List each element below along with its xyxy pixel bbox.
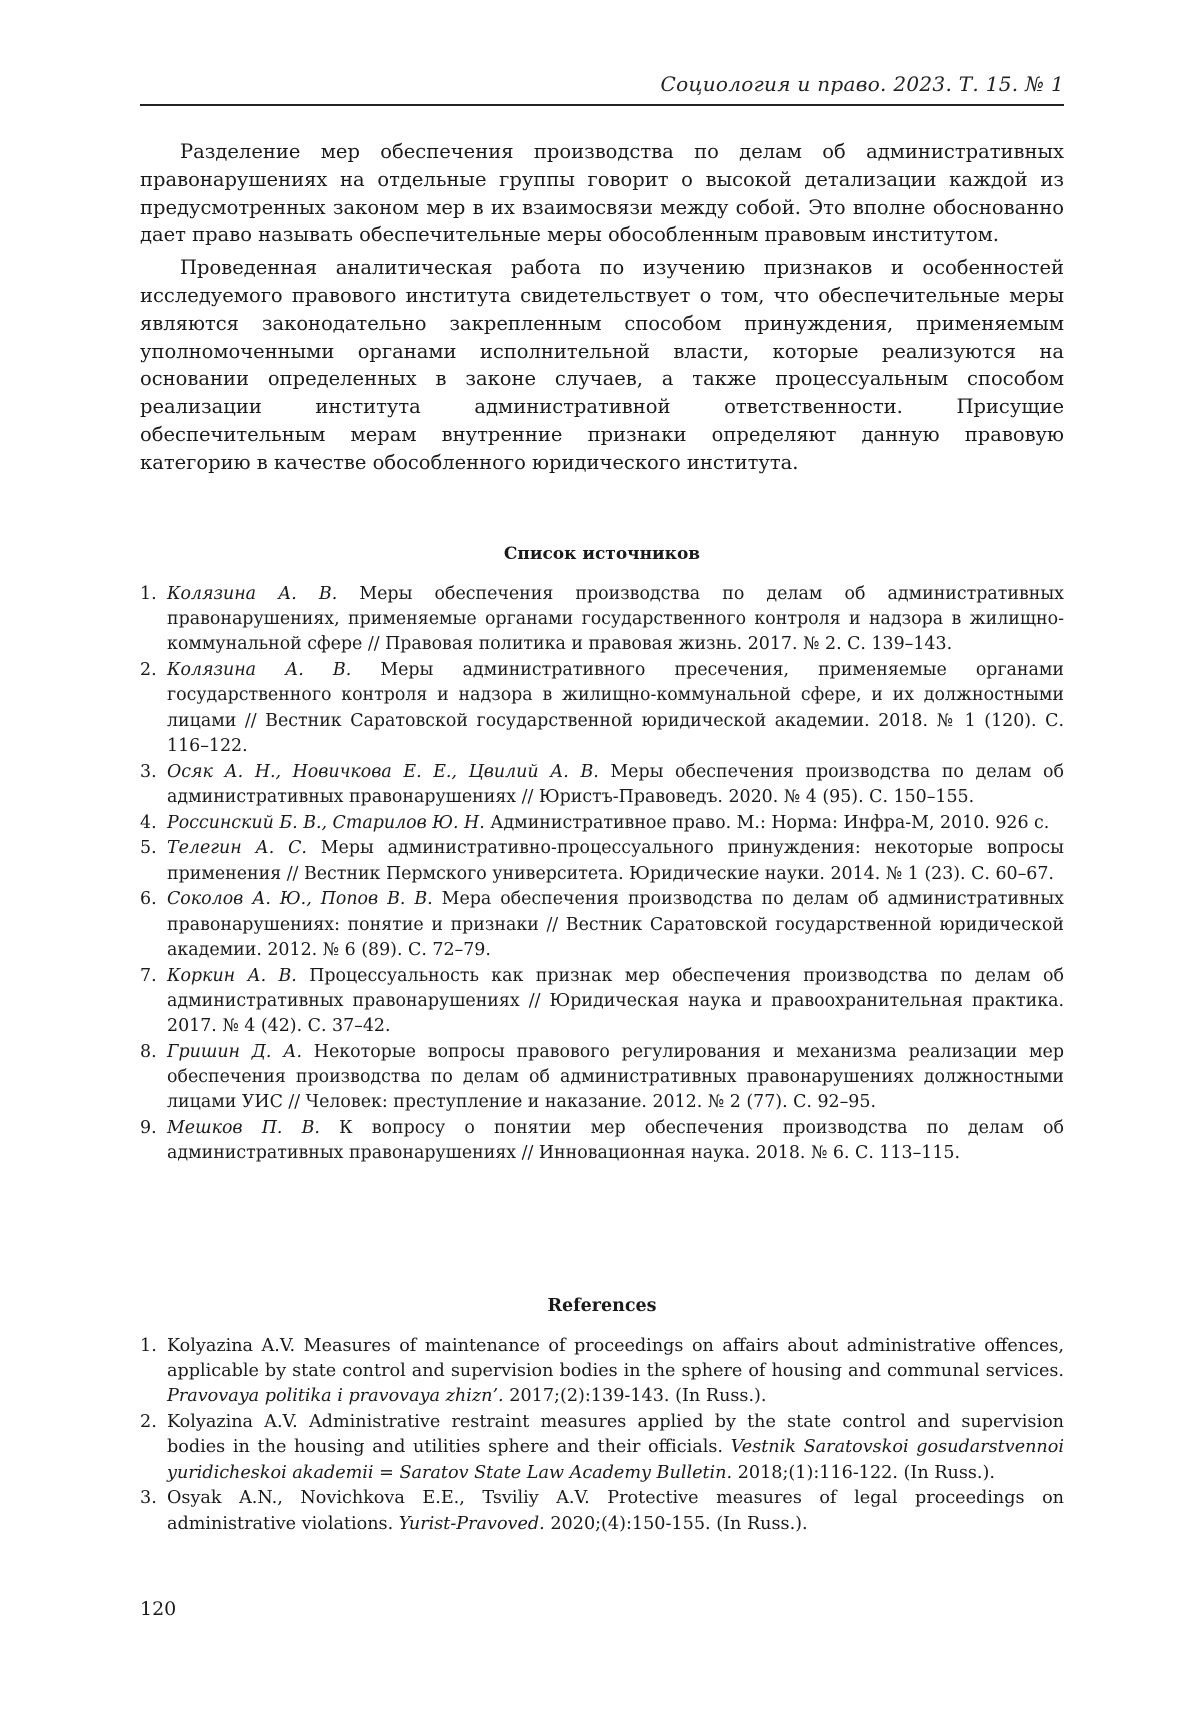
item-text: Мера обеспечения производства по делам об административных правонарушениях: понятие и признаки // Вестник Саратовской государственной юридической академии. 2012. № 6 (89). С. 72–79. [167, 889, 1064, 960]
reference-item [140, 1486, 1064, 1536]
item-text: Меры обеспечения производства по делам об административных правонарушениях // Юристъ-Правоведъ. 2020. № 4 (95). С. 150–155. [167, 761, 1064, 807]
item-number: 7. [140, 965, 157, 986]
sources-heading: Список источников [503, 544, 701, 564]
reference-source: Yurist-Pravoved. [398, 1513, 545, 1534]
item-number: 3. [140, 761, 157, 782]
references-heading: References [547, 1296, 657, 1316]
source-item [140, 964, 1064, 1040]
item-authors: Гришин Д. А. [167, 1041, 302, 1062]
page-number: 120 [140, 1598, 177, 1620]
source-item [140, 1040, 1064, 1116]
reference-item [140, 1410, 1064, 1486]
source-item [140, 658, 1064, 759]
reference-details: 2020;(4):150-155. (In Russ.). [544, 1513, 808, 1534]
item-number: 6. [140, 889, 157, 910]
item-authors: Соколов А. Ю., Попов В. В. [167, 889, 433, 910]
item-text: Меры административно-процессуального принуждения: некоторые вопросы применения // Вестник Пермского университета. Юридические науки. 2014. № 1 (23). С. 60–67. [167, 838, 1064, 884]
source-item [140, 1116, 1064, 1166]
item-text: Меры административного пресечения, применяемые органами государственного контроля и надзора в жилищно-коммунальной сфере, и их должностными лицами // Вестник Саратовской государственной юридической академии. 2018. № 1 (120). С. 116–122. [167, 660, 1064, 756]
item-text: Меры обеспечения производства по делам об административных правонарушениях, применяемые органами государственного контроля и надзора в жилищно-коммунальной сфере // Правовая политика и правовая жизнь. 2017. № 2. С. 139–143. [167, 584, 1064, 655]
reference-text: Kolyazina A.V. Measures of maintenance of proceedings on affairs about administrative offences, applicable by state control and supervision bodies in the sphere of housing and communal services. [167, 1336, 1064, 1382]
item-text: Процессуальность как признак мер обеспечения производства по делам об административных правонарушениях // Юридическая наука и правоохранительная практика. 2017. № 4 (42). С. 37–42. [167, 965, 1064, 1037]
source-item [140, 836, 1064, 886]
paragraph: Разделение мер обеспечения производства по делам об административных правонарушениях на отдельные группы говорит о высокой детализации каждой из предусмотренных законом мер в их взаимосвязи между собой. Это вполне обоснованно дает право называть обеспечительные меры обособленным правовым институтом. [140, 140, 1064, 247]
source-item [140, 811, 1064, 836]
item-text: Некоторые вопросы правового регулирования и механизма реализации мер обеспечения производства по делам об административных правонарушениях должностными лицами УИС // Человек: преступление и наказание. 2012. № 2 (77). С. 92–95. [167, 1041, 1064, 1113]
item-authors: Россинский Б. В., Старилов Ю. Н. [167, 812, 485, 833]
source-item [140, 582, 1064, 658]
item-number: 2. [140, 1412, 157, 1433]
item-number: 9. [140, 1118, 157, 1139]
reference-source: Pravovaya politika i pravovaya zhizn’. [167, 1386, 504, 1407]
item-text: Административное право. М.: Норма: Инфра-М, 2010. 926 с. [484, 812, 1050, 833]
header-rule [140, 104, 1064, 106]
body-text [140, 138, 1064, 482]
reference-text: Osyak A.N., Novichkova E.E., Tsviliy A.V. Protective measures of legal proceedings on administrative violations. [167, 1488, 1064, 1534]
running-title: Социология и право. 2023. Т. 15. № 1 [660, 72, 1064, 96]
reference-details: 2017;(2):139-143. (In Russ.). [503, 1386, 767, 1407]
paragraph: Проведенная аналитическая работа по изучению признаков и особенностей исследуемого правового института свидетельствует о том, что обеспечительные меры являются законодательно закрепленным способом принуждения, применяемым уполномоченными органами исполнительной власти, которые реализуются на основании определенных в законе случаев, а также процессуальным способом реализации института административной ответственности. Присущие обеспечительным мерам внутренние признаки определяют данную правовую категорию в качестве обособленного юридического института. [140, 256, 1064, 474]
reference-source: Vestnik Saratovskoi gosudarstvennoi yuridicheskoi akademii = Saratov State Law Academy Bulletin. [167, 1437, 1064, 1483]
item-number: 1. [140, 584, 157, 604]
item-authors: Мешков П. В. [167, 1118, 320, 1139]
reference-text: Kolyazina A.V. Administrative restraint measures applied by the state control and supervision bodies in the housing and utilities sphere and their officials. [167, 1412, 1064, 1458]
item-number: 8. [140, 1041, 157, 1062]
references-list [140, 1334, 1064, 1537]
reference-details: 2018;(1):116-122. (In Russ.). [732, 1462, 995, 1483]
item-number: 3. [140, 1488, 157, 1509]
reference-item [140, 1334, 1064, 1410]
item-number: 2. [140, 660, 157, 681]
source-item [140, 887, 1064, 963]
item-number: 4. [140, 812, 157, 833]
source-item [140, 760, 1064, 810]
item-number: 1. [140, 1336, 157, 1356]
item-authors: Коркин А. В. [167, 965, 297, 986]
sources-list [140, 582, 1064, 1167]
item-authors: Осяк А. Н., Новичкова Е. Е., Цвилий А. В. [167, 761, 599, 782]
item-authors: Колязина А. В. [167, 660, 352, 681]
item-number: 5. [140, 838, 157, 859]
item-text: К вопросу о понятии мер обеспечения производства по делам об административных правонарушениях // Инновационная наука. 2018. № 6. С. 113–115. [167, 1118, 1064, 1164]
item-authors: Телегин А. С. [167, 838, 307, 859]
item-authors: Колязина А. В. [167, 584, 338, 604]
